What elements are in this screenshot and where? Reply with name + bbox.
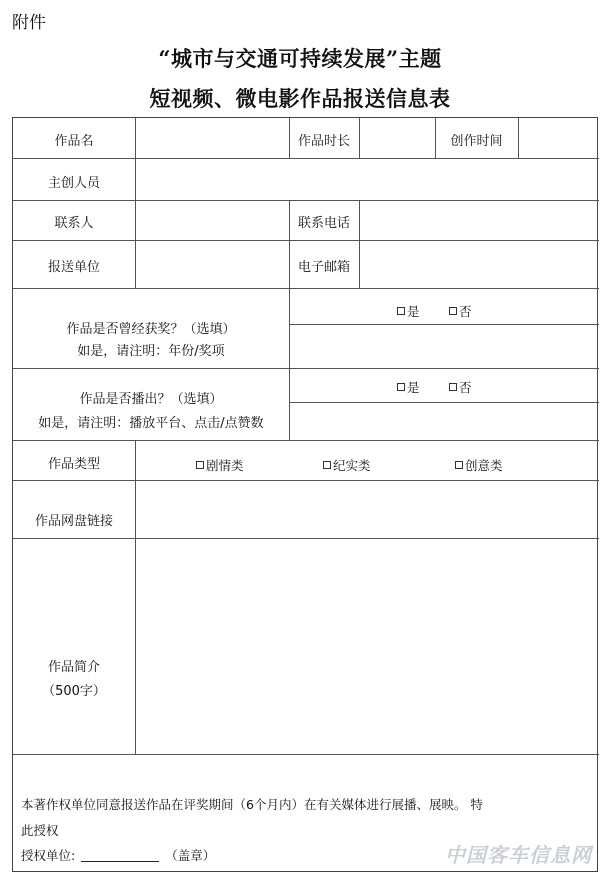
unit-label: 报送单位 [47,260,100,275]
type-option-creative[interactable]: 创意类 [455,456,503,474]
attachment-label: 附件 [12,13,46,33]
row-divider [13,480,599,481]
phone-label: 联系电话 [297,216,350,231]
row-divider [13,368,599,369]
col-divider [359,200,360,288]
broadcast-yes-option[interactable]: 是 [397,378,420,396]
declaration-line1: 本著作权单位同意报送作品在评奖期间（6个月内）在有关媒体进行展播、展映。 特 [21,797,483,812]
award-question: 作品是否曾经获奖？（选填） [66,322,236,337]
checkbox-icon[interactable] [323,461,331,469]
award-no-option[interactable]: 否 [449,302,472,320]
duration-label: 作品时长 [297,134,350,149]
row-divider [289,324,599,325]
work-name-label: 作品名 [54,134,94,149]
email-label: 电子邮箱 [297,260,350,275]
checkbox-icon[interactable] [196,461,204,469]
creators-label: 主创人员 [47,176,100,191]
broadcast-note: 如是，请注明：播放平台、点击/点赞数 [38,416,264,431]
award-yes-option[interactable]: 是 [397,302,420,320]
link-label: 作品网盘链接 [34,514,113,529]
checkbox-icon[interactable] [397,383,405,391]
row-divider [289,402,599,403]
row-divider [13,288,599,289]
auth-unit-blank[interactable] [81,849,159,862]
col-divider [289,288,290,440]
row-divider [13,158,599,159]
row-divider [13,240,599,241]
row-divider [13,754,599,755]
intro-limit: （500字） [42,684,106,699]
form-title-line1: “城市与交通可持续发展”主题 [158,46,442,71]
type-option-drama[interactable]: 剧情类 [196,456,244,474]
contact-label: 联系人 [54,216,94,231]
type-label: 作品类型 [47,457,100,472]
checkbox-icon[interactable] [397,307,405,315]
col-divider [135,118,136,288]
authorization-line [21,846,215,864]
auth-unit-label: 授权单位: [21,848,76,863]
checkbox-icon[interactable] [449,307,457,315]
checkbox-icon[interactable] [449,383,457,391]
col-divider [359,118,360,158]
broadcast-question: 作品是否播出？（选填） [79,392,223,407]
col-divider [518,118,519,158]
seal-label: （盖章） [165,848,216,863]
created-time-label: 创作时间 [450,134,503,149]
award-note: 如是，请注明：年份/奖项 [77,344,225,359]
watermark: 中国客车信息网 [445,843,592,867]
intro-label: 作品简介 [47,660,100,675]
form-title-line2: 短视频、微电影作品报送信息表 [149,86,451,111]
row-divider [13,440,599,441]
broadcast-no-option[interactable]: 否 [449,378,472,396]
submission-form-table [12,117,598,872]
row-divider [13,538,599,539]
type-option-documentary[interactable]: 纪实类 [323,456,371,474]
row-divider [13,200,599,201]
declaration-line2: 此授权 [21,823,59,838]
col-divider [135,440,136,754]
checkbox-icon[interactable] [455,461,463,469]
